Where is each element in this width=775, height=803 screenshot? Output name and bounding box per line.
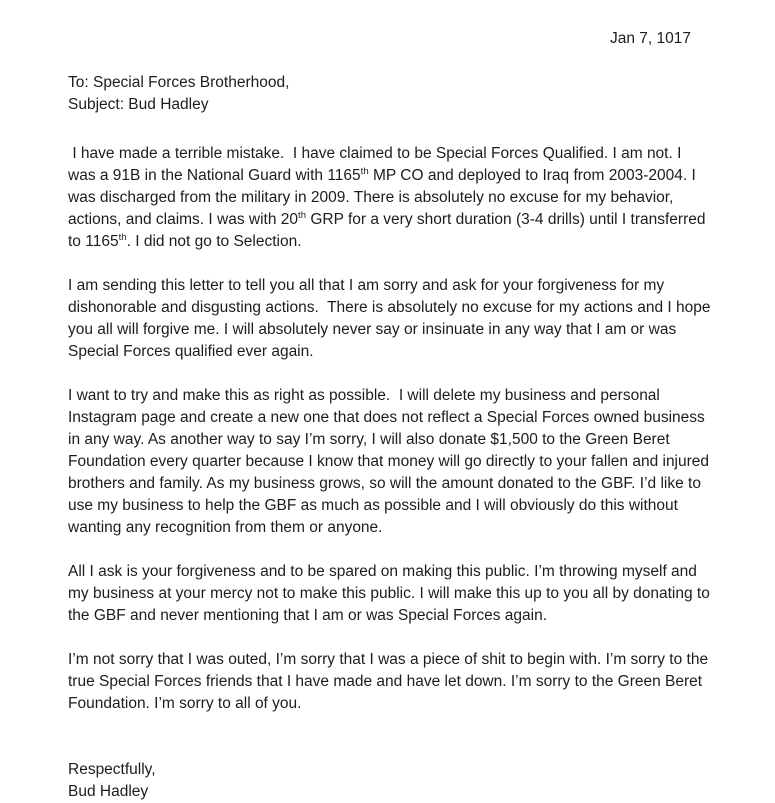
paragraph-text: I’m not sorry that I was outed, I’m sorry that I was a piece of shit to begin with. I’m sorry to the true Special Forces friends that I have made and have let down. I’m sorry to the Green Beret Foundation. I’m sorry to all of you. <box>68 651 713 712</box>
paragraph-text: I want to try and make this as right as possible. I will delete my business and personal Instagram page and create a new one that does not reflect a Special Forces owned business in any way. As another way to say I’m sorry, I will also donate $1,500 to the Green Beret Foundation every quarter because I know that money will go directly to your fallen and injured brothers and family. As my business grows, so will the amount donated to the GBF. I’d like to use my business to help the GBF as much as possible and I will obviously do this without wanting any recognition from them or anyone. <box>68 387 714 536</box>
subject-line: Subject: Bud Hadley <box>68 96 209 113</box>
paragraph-text: GRP for a very short duration (3-4 drills) until I transferred to 1165 <box>68 211 710 250</box>
recipient-line: To: Special Forces Brotherhood, <box>68 74 290 91</box>
ordinal-superscript: th <box>360 165 369 177</box>
letter-paragraph <box>68 143 711 253</box>
ordinal-superscript: th <box>118 231 127 243</box>
paragraph-text: I have made a terrible mistake. I have claimed to be Special Forces Qualified. I am not. I was a 91B in the National Guard with 1165 <box>68 145 686 184</box>
signature-name: Bud Hadley <box>68 783 149 800</box>
letter-body <box>68 143 715 715</box>
letter-closing <box>68 759 711 803</box>
paragraph-text: I am sending this letter to tell you all that I am sorry and ask for your forgiveness for my dishonorable and disgusting actions. There is absolutely no excuse for my actions and I hope you all will forgive me. I will absolutely never say or insinuate in any way that I am or was Special Forces qualified ever again. <box>68 277 715 360</box>
paragraph-text: All I ask is your forgiveness and to be spared on making this public. I’m throwing myself and my business at your mercy not to make this public. I will make this up to you all by donating to the GBF and never mentioning that I am or was Special Forces again. <box>68 563 715 624</box>
letter-date: Jan 7, 1017 <box>609 30 691 47</box>
paragraph-text: MP CO and deployed to Iraq from 2003-2004. I was discharged from the military in 2009. There is absolutely no excuse for my behavior, actions, and claims. I was with 20 <box>68 167 701 228</box>
letter-paragraph <box>68 275 715 363</box>
paragraph-text: . I did not go to Selection. <box>126 233 302 250</box>
closing-word: Respectfully, <box>68 761 156 778</box>
letter-paragraph <box>68 649 711 715</box>
letter-paragraph <box>68 561 715 627</box>
letter-paragraph <box>68 385 714 539</box>
letter-header <box>68 72 711 116</box>
ordinal-superscript: th <box>298 209 307 221</box>
